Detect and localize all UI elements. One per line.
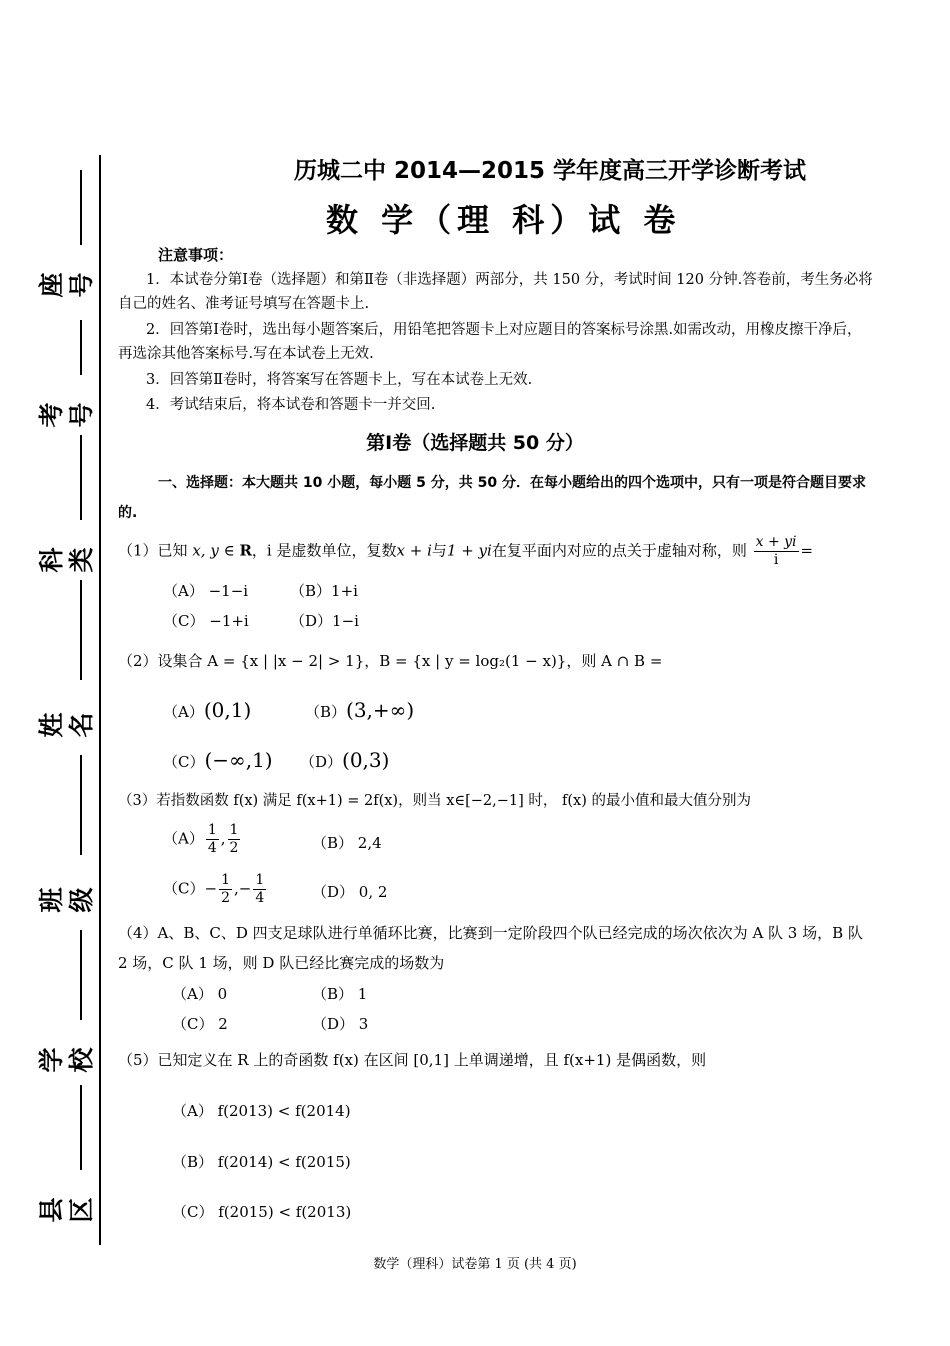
question-3: （3）若指数函数 f(x) 满足 f(x+1) = 2f(x)，则当 x∈[−2,−1] 时， f(x) 的最小值和最大值分别为 — [118, 793, 751, 809]
q3-option-a[interactable]: （A） $\frac{1}{4}$ , $\frac{1}{2}$ — [163, 822, 239, 856]
q2-option-d[interactable]: （D）(0,3) — [300, 748, 390, 772]
q2-option-a[interactable]: （A）(0,1) — [163, 698, 252, 722]
question-5: （5）已知定义在 R 上的奇函数 f(x) 在区间 [0,1] 上单调递增，且 f(x+1) 是偶函数，则 — [118, 1051, 707, 1069]
q3-option-d[interactable]: （D） 0, 2 — [312, 883, 388, 901]
page-footer: 数学（理科）试卷第 1 页 (共 4 页) — [373, 1257, 577, 1272]
binding-label-class: 班级 — [37, 887, 96, 913]
q4-option-b[interactable]: （B） 1 — [312, 985, 368, 1003]
binding-label-school: 学校 — [37, 1047, 96, 1073]
binding-blank-seat[interactable] — [80, 170, 82, 245]
question-1: （1）已知 x, y ∈ R，i 是虚数单位，复数x + i与1 + yi在复平面内对应的点关于虚轴对称，则 $\frac{x + yi}{i}$ = — [118, 534, 814, 568]
notice-item-1: 1．本试卷分第Ⅰ卷（选择题）和第Ⅱ卷（非选择题）两部分，共 150 分，考试时间 120 分钟.答卷前，考生务必将自己的姓名、准考证号填写在答题卡上. — [118, 272, 873, 312]
binding-label-seat: 座号 — [37, 272, 96, 298]
binding-line — [99, 155, 101, 1245]
q3-option-b[interactable]: （B） 2,4 — [312, 834, 382, 852]
question-2: （2）设集合 A = {x | |x − 2| > 1}，B = {x | y = log₂(1 − x)}，则 A ∩ B = — [118, 652, 663, 670]
notice-item-4: 4．考试结束后，将本试卷和答题卡一并交回. — [146, 397, 436, 413]
section-intro: 一、选择题：本大题共 10 小题，每小题 5 分，共 50 分．在每小题给出的四个选项中，只有一项是符合题目要求的. — [118, 475, 866, 521]
q1-fraction: $\frac{x + yi}{i}$ — [755, 534, 797, 568]
q1-option-c[interactable]: （C） −1+i — [163, 612, 249, 630]
binding-label-exam-number: 考号 — [37, 402, 96, 428]
notice-heading: 注意事项： — [158, 246, 234, 264]
binding-blank-name[interactable] — [80, 580, 82, 680]
q4-option-d[interactable]: （D） 3 — [312, 1015, 369, 1033]
part1-title: 第Ⅰ卷（选择题共 50 分） — [366, 432, 584, 454]
binding-blank-school[interactable] — [80, 930, 82, 1020]
q2-option-c[interactable]: （C）(−∞,1) — [163, 748, 273, 772]
binding-blank-class[interactable] — [80, 755, 82, 855]
q4-option-a[interactable]: （A） 0 — [172, 985, 228, 1003]
q1-option-b[interactable]: （B）1+i — [290, 582, 358, 600]
school-title: 历城二中 2014—2015 学年度高三开学诊断考试 — [294, 158, 807, 184]
q5-option-c[interactable]: （C） f(2015) < f(2013) — [172, 1203, 352, 1221]
q5-option-b[interactable]: （B） f(2014) < f(2015) — [172, 1153, 351, 1171]
notice-item-2: 2．回答第Ⅰ卷时，选出每小题答案后，用铅笔把答题卡上对应题目的答案标号涂黑.如需改动，用橡皮擦干净后，再选涂其他答案标号.写在本试卷上无效. — [118, 322, 862, 362]
notice-item-3: 3．回答第Ⅱ卷时，将答案写在答题卡上，写在本试卷上无效. — [146, 372, 533, 388]
q5-option-a[interactable]: （A） f(2013) < f(2014) — [172, 1102, 351, 1120]
binding-blank-exam-number[interactable] — [80, 320, 82, 375]
q4-option-c[interactable]: （C） 2 — [172, 1015, 228, 1033]
subject-title: 数 学（理 科）试 卷 — [326, 201, 682, 239]
q3-option-c[interactable]: （C）− $\frac{1}{2}$ ,− $\frac{1}{4}$ — [163, 872, 265, 906]
binding-label-category: 科类 — [37, 547, 96, 573]
q2-option-b[interactable]: （B）(3,+∞) — [305, 698, 415, 722]
binding-label-district: 县区 — [37, 1197, 96, 1223]
question-4: （4）A、B、C、D 四支足球队进行单循环比赛，比赛到一定阶段四个队已经完成的场次依次为 A 队 3 场，B 队 2 场，C 队 1 场，则 D 队已经比赛完成的场数为 — [118, 924, 863, 972]
q1-option-d[interactable]: （D）1−i — [290, 612, 359, 630]
q1-option-a[interactable]: （A） −1−i — [163, 582, 249, 600]
binding-blank-district[interactable] — [80, 1085, 82, 1170]
binding-label-name: 姓名 — [37, 712, 96, 738]
